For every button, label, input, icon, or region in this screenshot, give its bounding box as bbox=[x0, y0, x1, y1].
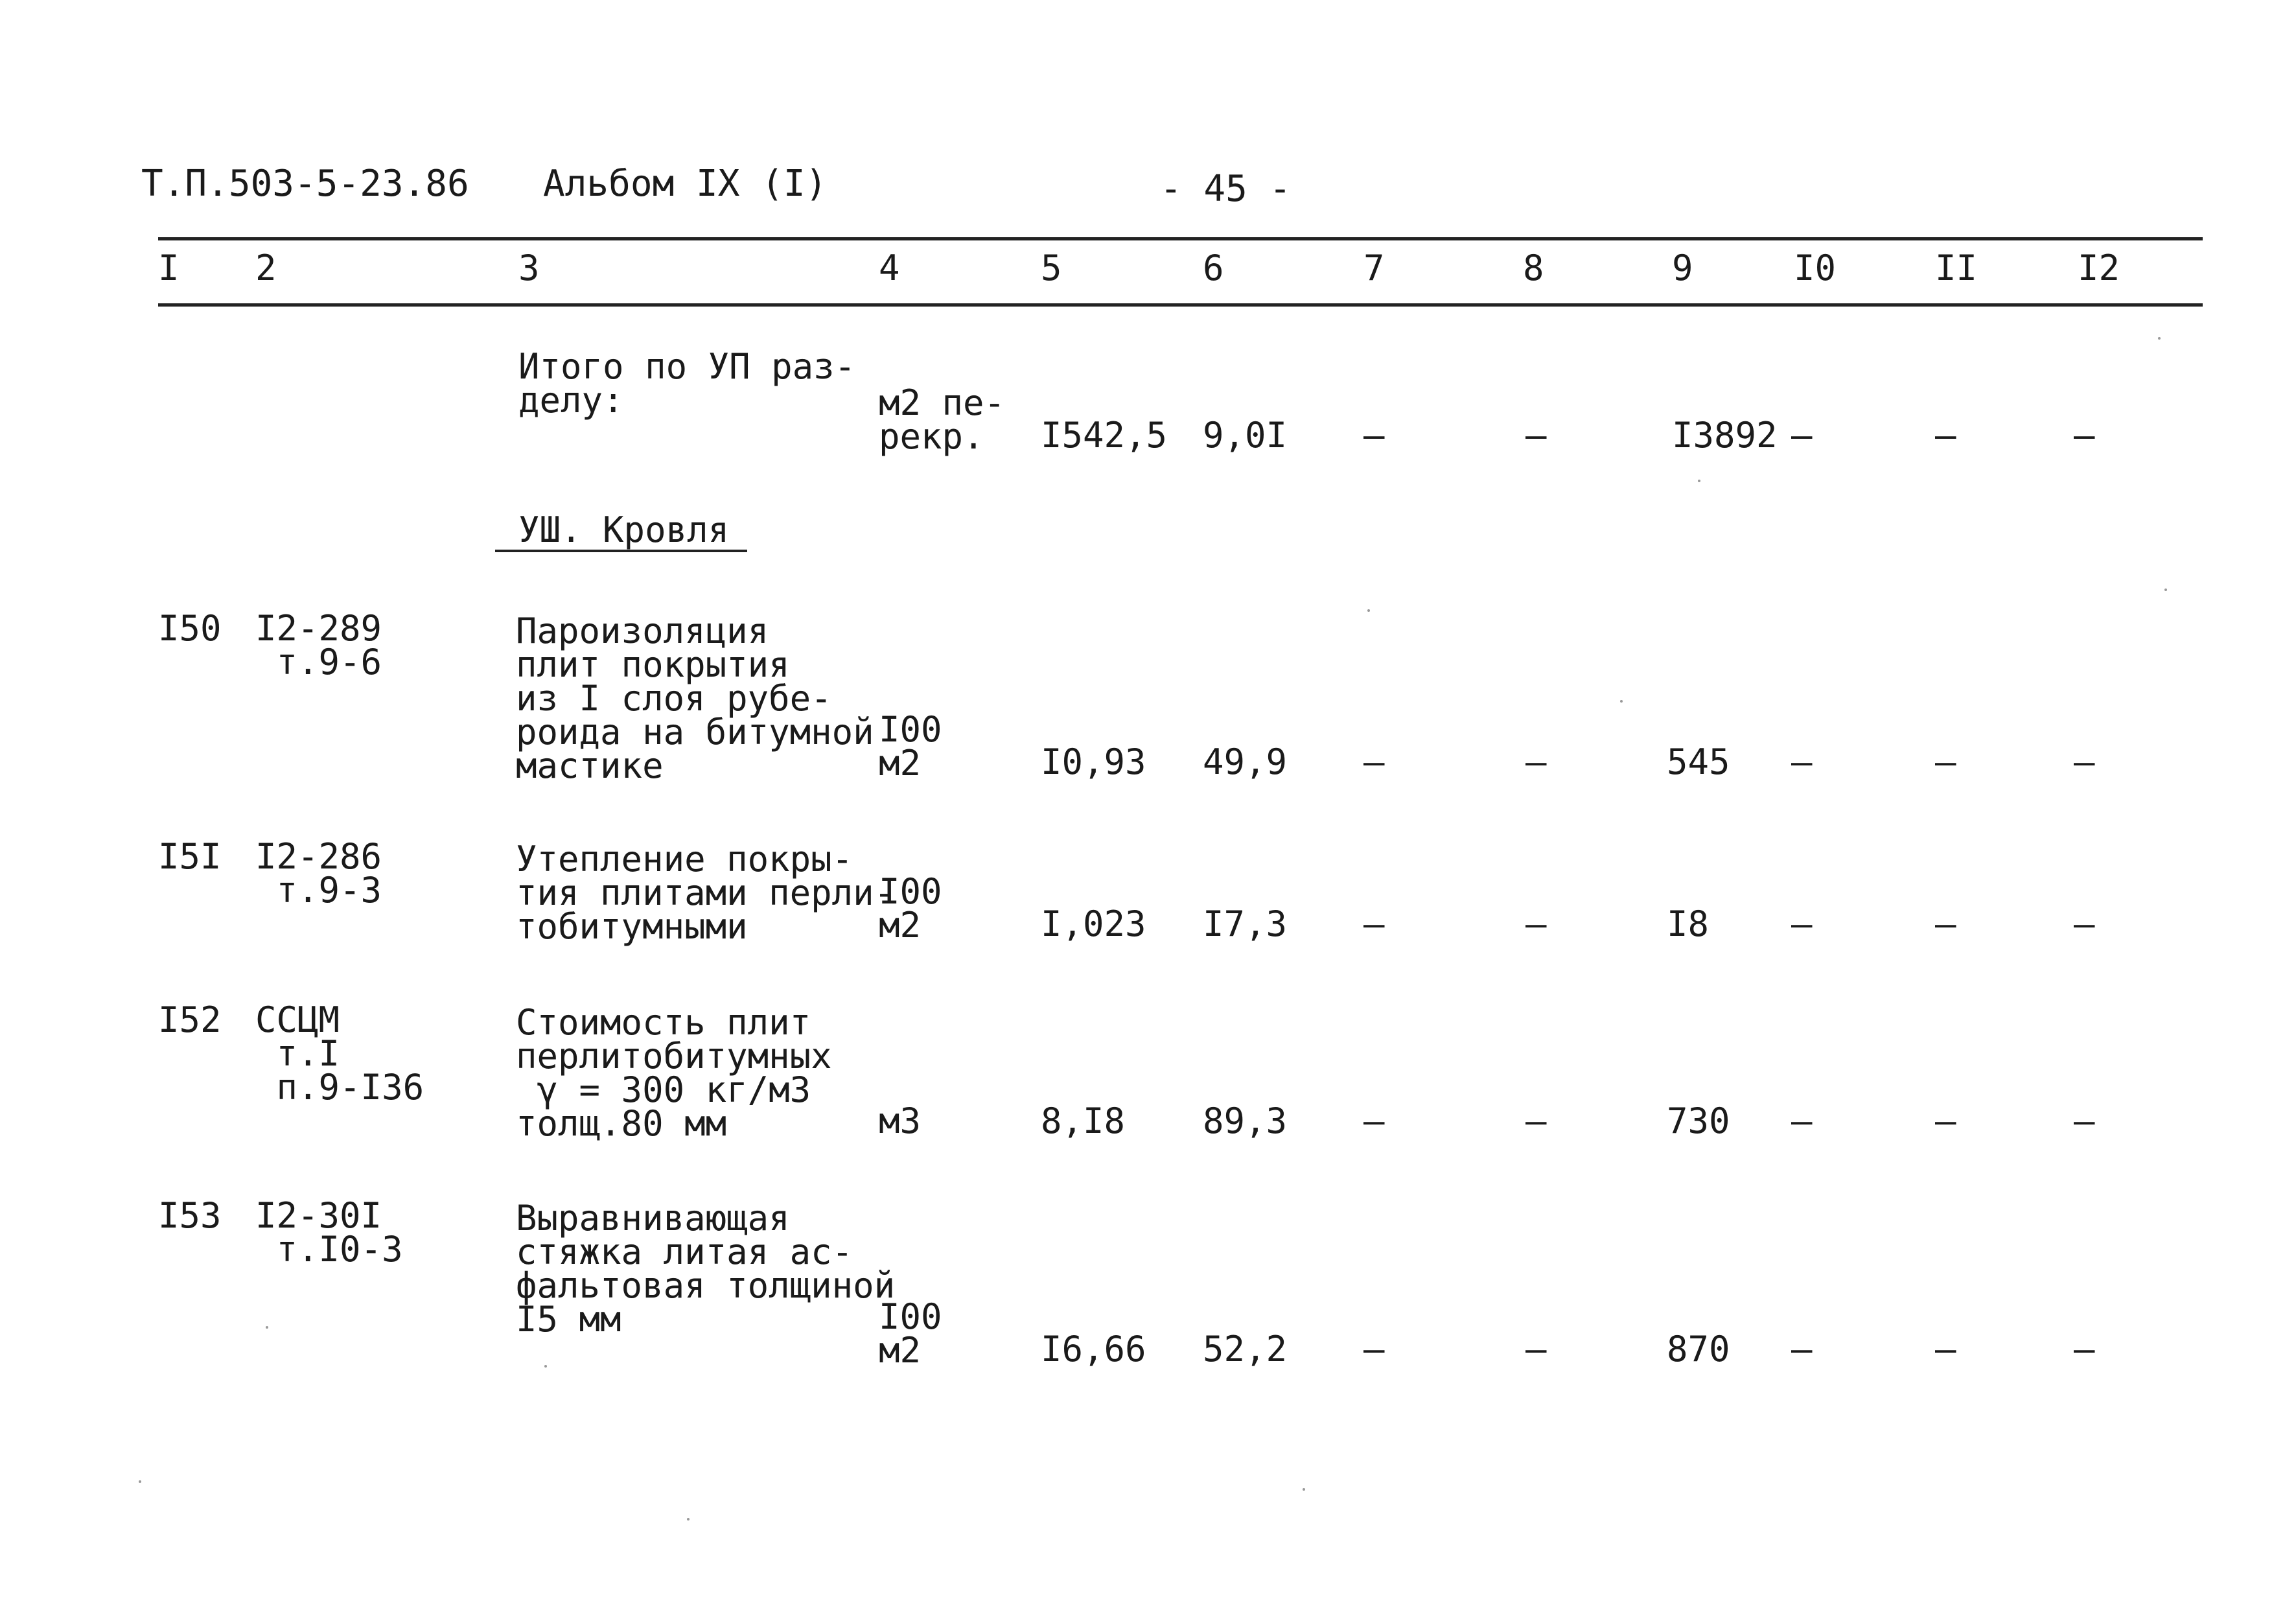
row-unit: I00 м2 bbox=[879, 709, 942, 784]
row-qty: I,023 bbox=[1041, 903, 1146, 944]
subtotal-price: 9,0I bbox=[1203, 415, 1288, 456]
section-title: УШ. Кровля bbox=[495, 513, 747, 552]
column-header: II bbox=[1935, 248, 1978, 288]
album-label: Альбом IX (I) bbox=[543, 163, 828, 205]
scan-speck bbox=[1367, 609, 1370, 612]
column-header: I2 bbox=[2078, 248, 2120, 288]
column-header: 6 bbox=[1203, 248, 1224, 288]
column-header: I0 bbox=[1794, 248, 1837, 288]
row-price: 49,9 bbox=[1203, 741, 1288, 782]
row-col10: – bbox=[1791, 741, 1813, 782]
row-name: Выравнивающая стяжка литая ас- фальтовая толщиной I5 мм bbox=[516, 1198, 896, 1340]
column-header: 5 bbox=[1041, 248, 1062, 288]
row-unit: I00 м2 bbox=[879, 871, 942, 946]
column-header: 9 bbox=[1672, 248, 1693, 288]
page-number: - 45 - bbox=[1160, 168, 1292, 210]
row-total: I8 bbox=[1667, 903, 1710, 944]
subtotal-col10: – bbox=[1791, 415, 1813, 456]
row-col8: – bbox=[1525, 1329, 1547, 1369]
scan-speck bbox=[139, 1480, 141, 1483]
row-col12: – bbox=[2074, 903, 2095, 944]
row-total: 730 bbox=[1667, 1101, 1730, 1141]
subtotal-name: Итого по УП раз- делу: bbox=[518, 346, 856, 421]
column-header: 4 bbox=[879, 248, 900, 288]
row-col11: – bbox=[1935, 1101, 1956, 1141]
scan-speck bbox=[2158, 337, 2161, 340]
row-number: I50 bbox=[158, 608, 222, 649]
row-col12: – bbox=[2074, 1329, 2095, 1369]
scan-speck bbox=[266, 1326, 268, 1329]
row-code: I2-289 т.9-6 bbox=[255, 608, 382, 682]
row-col12: – bbox=[2074, 741, 2095, 782]
row-col8: – bbox=[1525, 741, 1547, 782]
row-qty: I6,66 bbox=[1041, 1329, 1146, 1369]
subtotal-col12: – bbox=[2074, 415, 2095, 456]
column-header: 8 bbox=[1523, 248, 1544, 288]
column-header: 3 bbox=[518, 248, 540, 288]
scan-speck bbox=[1698, 480, 1700, 482]
row-qty: 8,I8 bbox=[1041, 1101, 1126, 1141]
row-col7: – bbox=[1363, 903, 1385, 944]
column-header: 7 bbox=[1363, 248, 1385, 288]
table-header-rule bbox=[158, 303, 2203, 307]
row-name: Пароизоляция плит покрытия из I слоя рубе- роида на битумной мастике bbox=[516, 611, 874, 786]
row-unit: I00 м2 bbox=[879, 1296, 942, 1371]
row-col8: – bbox=[1525, 903, 1547, 944]
row-col7: – bbox=[1363, 741, 1385, 782]
table-top-rule bbox=[158, 237, 2203, 240]
subtotal-col8: – bbox=[1525, 415, 1547, 456]
row-col11: – bbox=[1935, 1329, 1956, 1369]
row-code: I2-286 т.9-3 bbox=[255, 836, 382, 911]
row-total: 545 bbox=[1667, 741, 1730, 782]
subtotal-total: I3892 bbox=[1672, 415, 1778, 456]
row-qty: I0,93 bbox=[1041, 741, 1146, 782]
row-name: Стоимость плит перлитобитумных γ = 300 кг/м3 толщ.80 мм bbox=[516, 1002, 832, 1144]
scan-speck bbox=[687, 1518, 690, 1521]
row-name: Утепление покры- тия плитами перли- тобитумными bbox=[516, 839, 896, 947]
subtotal-unit: м2 пе- рекр. bbox=[879, 382, 1006, 457]
row-total: 870 bbox=[1667, 1329, 1730, 1369]
row-number: I52 bbox=[158, 999, 222, 1040]
subtotal-col7: – bbox=[1363, 415, 1385, 456]
row-price: 89,3 bbox=[1203, 1101, 1288, 1141]
scan-speck bbox=[544, 1365, 547, 1368]
row-price: I7,3 bbox=[1203, 903, 1288, 944]
row-code: I2-30I т.I0-3 bbox=[255, 1195, 403, 1270]
scan-speck bbox=[1303, 1488, 1305, 1491]
subtotal-col11: – bbox=[1935, 415, 1956, 456]
document-code: Т.П.503-5-23.86 bbox=[141, 163, 469, 205]
row-unit: м3 bbox=[879, 1101, 922, 1141]
row-col11: – bbox=[1935, 741, 1956, 782]
row-col11: – bbox=[1935, 903, 1956, 944]
column-header: 2 bbox=[255, 248, 277, 288]
row-col12: – bbox=[2074, 1101, 2095, 1141]
row-col8: – bbox=[1525, 1101, 1547, 1141]
row-col7: – bbox=[1363, 1101, 1385, 1141]
scan-speck bbox=[1620, 700, 1623, 703]
scan-speck bbox=[2164, 588, 2167, 591]
row-col10: – bbox=[1791, 903, 1813, 944]
row-number: I5I bbox=[158, 836, 222, 877]
row-col10: – bbox=[1791, 1329, 1813, 1369]
row-number: I53 bbox=[158, 1195, 222, 1236]
row-col10: – bbox=[1791, 1101, 1813, 1141]
row-col7: – bbox=[1363, 1329, 1385, 1369]
subtotal-qty: I542,5 bbox=[1041, 415, 1168, 456]
row-code: ССЦМ т.I п.9-I36 bbox=[255, 999, 424, 1108]
column-header: I bbox=[158, 248, 180, 288]
row-price: 52,2 bbox=[1203, 1329, 1288, 1369]
